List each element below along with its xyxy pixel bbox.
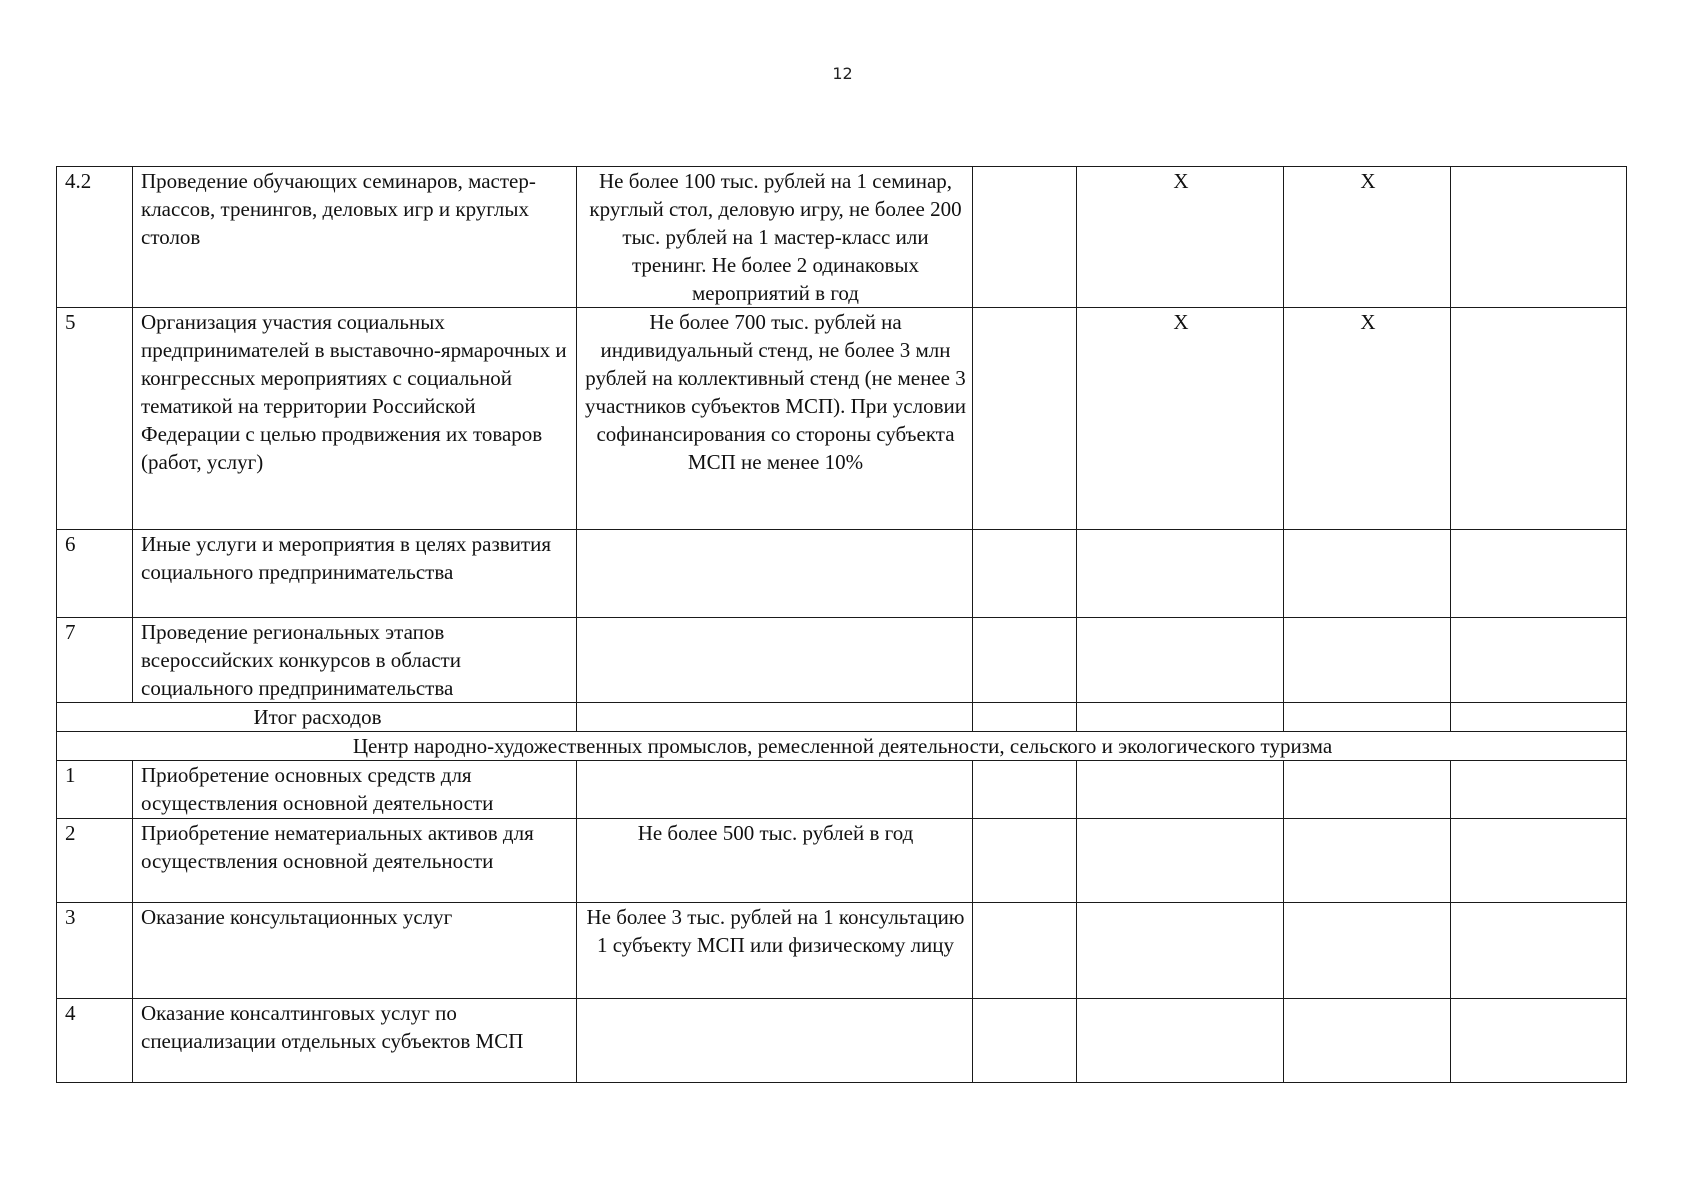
row-cell-7 — [1451, 903, 1627, 999]
row-name: Проведение региональных этапов всероссийских конкурсов в области социального предпринимательства — [133, 618, 577, 703]
total-row — [57, 703, 1627, 732]
row-number: 4.2 — [57, 167, 133, 308]
table-row — [57, 530, 1627, 618]
row-cell-7 — [1451, 308, 1627, 530]
row-name: Иные услуги и мероприятия в целях развития социального предпринимательства — [133, 530, 577, 618]
row-name: Оказание консультационных услуг — [133, 903, 577, 999]
row-limit: Не более 100 тыс. рублей на 1 семинар, круглый стол, деловую игру, не более 200 тыс. рублей на 1 мастер-класс или тренинг. Не более 2 одинаковых мероприятий в год — [577, 167, 973, 308]
row-limit: Не более 500 тыс. рублей в год — [577, 819, 973, 903]
row-name: Организация участия социальных предпринимателей в выставочно-ярмарочных и конгрессных мероприятиях с социальной тематикой на территории Российской Федерации с целью продвижения их товаров (работ, услуг) — [133, 308, 577, 530]
row-cell-5 — [1077, 903, 1284, 999]
table-row — [57, 761, 1627, 819]
row-number: 7 — [57, 618, 133, 703]
total-cell-5 — [1077, 703, 1284, 732]
row-cell-7 — [1451, 999, 1627, 1083]
row-limit — [577, 761, 973, 819]
row-cell-6: X — [1284, 308, 1451, 530]
row-number: 4 — [57, 999, 133, 1083]
total-cell-3 — [577, 703, 973, 732]
row-cell-4 — [973, 308, 1077, 530]
row-cell-4 — [973, 903, 1077, 999]
row-cell-4 — [973, 999, 1077, 1083]
row-cell-6 — [1284, 618, 1451, 703]
row-cell-4 — [973, 618, 1077, 703]
row-cell-5 — [1077, 618, 1284, 703]
table-row — [57, 308, 1627, 530]
row-name: Приобретение нематериальных активов для осуществления основной деятельности — [133, 819, 577, 903]
total-label: Итог расходов — [57, 703, 577, 732]
row-limit — [577, 618, 973, 703]
row-name: Приобретение основных средств для осуществления основной деятельности — [133, 761, 577, 819]
row-cell-5 — [1077, 761, 1284, 819]
table-row — [57, 819, 1627, 903]
table-row — [57, 903, 1627, 999]
row-number: 2 — [57, 819, 133, 903]
row-cell-7 — [1451, 819, 1627, 903]
row-cell-6: X — [1284, 167, 1451, 308]
row-cell-7 — [1451, 761, 1627, 819]
row-number: 5 — [57, 308, 133, 530]
row-limit: Не более 700 тыс. рублей на индивидуальный стенд, не более 3 млн рублей на коллективный стенд (не менее 3 участников субъектов МСП). При условии софинансирования со стороны субъекта МСП не менее 10% — [577, 308, 973, 530]
row-cell-6 — [1284, 819, 1451, 903]
row-cell-5 — [1077, 999, 1284, 1083]
row-number: 6 — [57, 530, 133, 618]
row-cell-5: X — [1077, 167, 1284, 308]
table-row — [57, 167, 1627, 308]
table-row — [57, 618, 1627, 703]
total-cell-6 — [1284, 703, 1451, 732]
row-cell-5: X — [1077, 308, 1284, 530]
page-number: 12 — [832, 64, 853, 83]
row-number: 3 — [57, 903, 133, 999]
row-cell-7 — [1451, 167, 1627, 308]
row-cell-6 — [1284, 903, 1451, 999]
row-name: Проведение обучающих семинаров, мастер-классов, тренингов, деловых игр и круглых столов — [133, 167, 577, 308]
row-cell-7 — [1451, 530, 1627, 618]
section-header-row — [57, 732, 1627, 761]
section-title: Центр народно-художественных промыслов, ремесленной деятельности, сельского и экологического туризма — [57, 732, 1627, 761]
total-cell-7 — [1451, 703, 1627, 732]
total-cell-4 — [973, 703, 1077, 732]
row-cell-6 — [1284, 999, 1451, 1083]
row-number: 1 — [57, 761, 133, 819]
row-cell-5 — [1077, 530, 1284, 618]
row-limit: Не более 3 тыс. рублей на 1 консультацию 1 субъекту МСП или физическому лицу — [577, 903, 973, 999]
row-cell-5 — [1077, 819, 1284, 903]
row-cell-6 — [1284, 761, 1451, 819]
row-cell-4 — [973, 530, 1077, 618]
row-cell-4 — [973, 761, 1077, 819]
row-name: Оказание консалтинговых услуг по специализации отдельных субъектов МСП — [133, 999, 577, 1083]
row-limit — [577, 530, 973, 618]
expense-table — [56, 166, 1627, 1083]
table-row — [57, 999, 1627, 1083]
row-limit — [577, 999, 973, 1083]
row-cell-7 — [1451, 618, 1627, 703]
row-cell-4 — [973, 819, 1077, 903]
row-cell-6 — [1284, 530, 1451, 618]
row-cell-4 — [973, 167, 1077, 308]
